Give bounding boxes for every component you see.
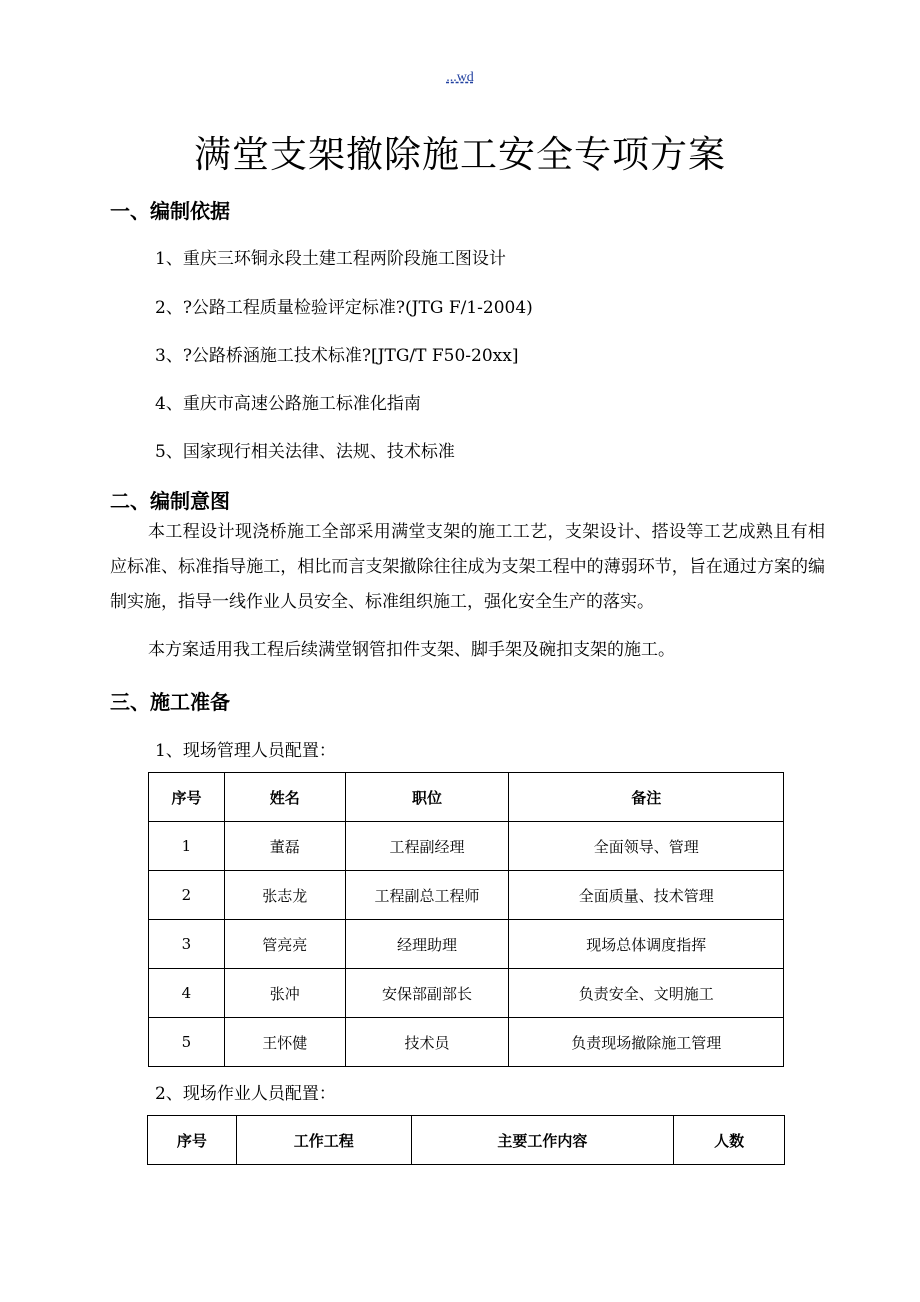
intent-paragraph-2: 本方案适用我工程后续满堂钢管扣件支架、脚手架及碗扣支架的施工。 <box>148 640 675 660</box>
table-cell: 全面质量、技术管理 <box>509 871 784 920</box>
basis-item-1: 1、重庆三环铜永段土建工程两阶段施工图设计 <box>155 249 506 269</box>
subheading-work-staff: 2、现场作业人员配置： <box>155 1084 336 1104</box>
table-row <box>149 871 784 920</box>
subheading-management-staff: 1、现场管理人员配置： <box>155 741 336 761</box>
table-cell: 全面领导、管理 <box>509 822 784 871</box>
table-cell: 经理助理 <box>345 920 509 969</box>
table-row <box>149 920 784 969</box>
section-heading-intent: 二、编制意图 <box>110 489 230 513</box>
section-heading-basis: 一、编制依据 <box>110 199 230 223</box>
table-cell: 5 <box>149 1018 225 1067</box>
column-header: 序号 <box>149 773 225 822</box>
intent-paragraph-1: 本工程设计现浇桥施工全部采用满堂支架的施工工艺，支架设计、搭设等工艺成熟且有相应标准、标准指导施工，相比而言支架撤除往往成为支架工程中的薄弱环节，旨在通过方案的编制实施，指导一线作业人员安全、标准组织施工，强化安全生产的落实。 <box>110 522 825 612</box>
table-cell: 技术员 <box>345 1018 509 1067</box>
section-heading-preparation: 三、施工准备 <box>110 690 230 714</box>
column-header: 备注 <box>509 773 784 822</box>
work-staff-table <box>147 1115 785 1165</box>
table-cell: 张冲 <box>224 969 345 1018</box>
table-cell: 工程副总工程师 <box>345 871 509 920</box>
column-header: 序号 <box>148 1116 237 1165</box>
table-cell: 管亮亮 <box>224 920 345 969</box>
table-cell: 负责现场撤除施工管理 <box>509 1018 784 1067</box>
table-cell: 负责安全、文明施工 <box>509 969 784 1018</box>
basis-item-3: 3、?公路桥涵施工技术标准?[JTG/T F50-20xx] <box>155 346 519 366</box>
basis-item-2: 2、?公路工程质量检验评定标准?(JTG F/1-2004) <box>155 298 533 318</box>
header-mark-text: ...wd <box>446 70 474 85</box>
table-cell: 安保部副部长 <box>345 969 509 1018</box>
table-cell: 4 <box>149 969 225 1018</box>
table-cell: 现场总体调度指挥 <box>509 920 784 969</box>
table-row <box>149 969 784 1018</box>
column-header: 工作工程 <box>236 1116 411 1165</box>
table-cell: 王怀健 <box>224 1018 345 1067</box>
table-cell: 1 <box>149 822 225 871</box>
table-cell: 工程副经理 <box>345 822 509 871</box>
table-cell: 3 <box>149 920 225 969</box>
table-cell: 张志龙 <box>224 871 345 920</box>
header-mark <box>0 70 920 86</box>
column-header: 姓名 <box>224 773 345 822</box>
table-row <box>149 1018 784 1067</box>
basis-item-4: 4、重庆市高速公路施工标准化指南 <box>155 394 421 414</box>
table-cell: 董磊 <box>224 822 345 871</box>
column-header: 职位 <box>345 773 509 822</box>
page-title: 满堂支架撤除施工安全专项方案 <box>194 133 726 176</box>
column-header: 人数 <box>674 1116 785 1165</box>
column-header: 主要工作内容 <box>411 1116 674 1165</box>
basis-item-5: 5、国家现行相关法律、法规、技术标准 <box>155 442 455 462</box>
management-staff-table <box>148 772 784 1067</box>
table-header-row <box>148 1116 785 1165</box>
table-row <box>149 822 784 871</box>
table-header-row <box>149 773 784 822</box>
table-cell: 2 <box>149 871 225 920</box>
